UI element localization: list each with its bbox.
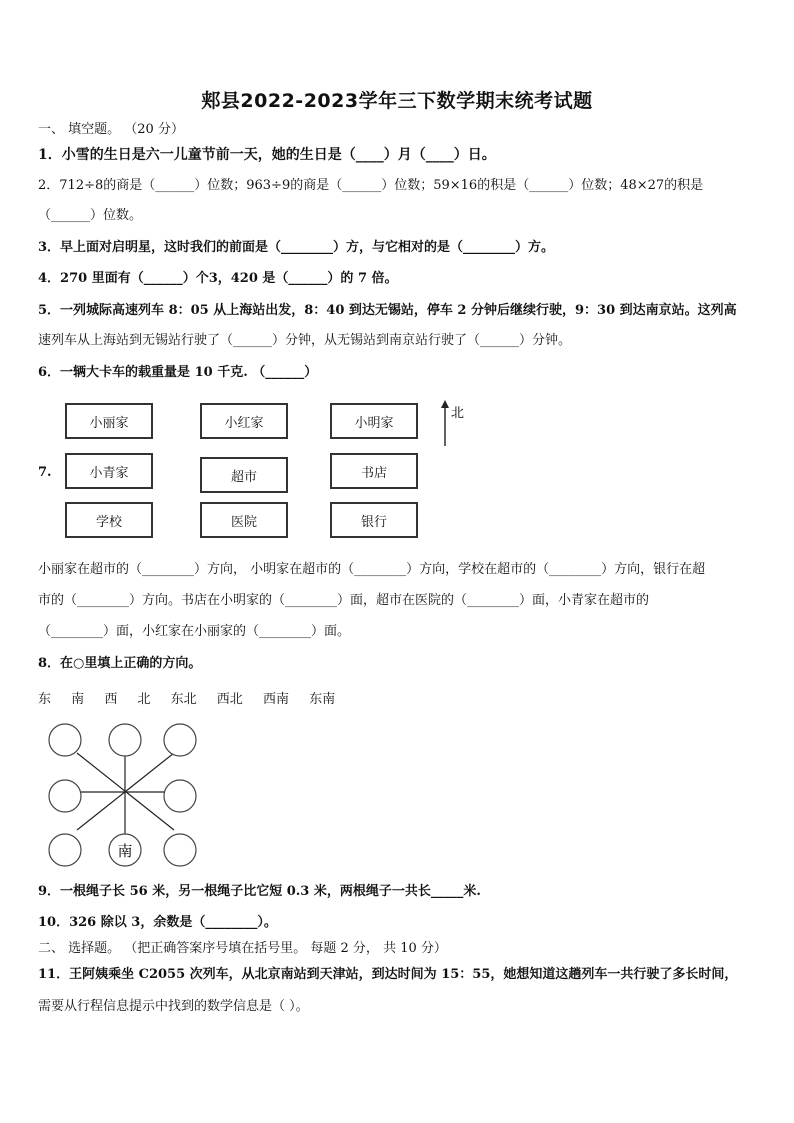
map-box-xiaohong: 小红家 [200, 403, 288, 439]
compass-circle-nw [49, 724, 81, 756]
question-11-line-1: 11．王阿姨乘坐 C2055 次列车，从北京南站到天津站，到达时间为 15：55，她想知道这趟列车一共行驶了多长时间， [38, 967, 738, 982]
question-7-number: 7. [38, 465, 52, 480]
direction-word: 东北 [170, 692, 197, 707]
question-7-line-3: （________）面，小红家在小丽家的（________）面。 [38, 624, 351, 639]
compass-circle-e [164, 780, 196, 812]
compass-south-label: 南 [117, 842, 133, 860]
compass-circle-sw [49, 834, 81, 866]
north-label: 北 [451, 406, 465, 421]
compass-circle-n [109, 724, 141, 756]
question-7-line-2: 市的（________）方向。书店在小明家的（________）面，超市在医院的（________）面，小青家在超市的 [38, 593, 650, 608]
map-box-xiaoli: 小丽家 [65, 403, 153, 439]
compass-circle-se [164, 834, 196, 866]
direction-word-list [38, 688, 351, 707]
direction-word: 东南 [309, 692, 336, 707]
compass-diagram [40, 718, 210, 868]
map-box-supermarket: 超市 [200, 457, 288, 493]
page-title: 郏县2022-2023学年三下数学期末统考试题 [201, 90, 593, 112]
map-box-xiaoqing: 小青家 [65, 453, 153, 489]
direction-word: 西南 [262, 692, 289, 707]
compass-circle-ne [164, 724, 196, 756]
map-box-xiaoming: 小明家 [330, 403, 418, 439]
direction-word: 西北 [216, 692, 243, 707]
question-2-line-1: 2．712÷8的商是（______）位数；963÷9的商是（______）位数；59×16的积是（______）位数；48×27的积是 [38, 178, 704, 193]
direction-word: 东 [38, 692, 52, 707]
map-box-school: 学校 [65, 502, 153, 538]
question-3: 3．早上面对启明星，这时我们的前面是（________）方，与它相对的是（________）方。 [38, 240, 555, 255]
compass-circle-w [49, 780, 81, 812]
question-9: 9．一根绳子长 56 米，另一根绳子比它短 0.3 米，两根绳子一共长_____米. [38, 884, 481, 899]
question-5-line-1: 5．一列城际高速列车 8：05 从上海站出发，8：40 到达无锡站，停车 2 分钟后继续行驶，9：30 到达南京站。这列高 [38, 303, 737, 318]
map-box-hospital: 医院 [200, 502, 288, 538]
question-5-line-2: 速列车从上海站到无锡站行驶了（______）分钟，从无锡站到南京站行驶了（______）分钟。 [38, 333, 572, 348]
question-2-line-2: （______）位数。 [38, 208, 143, 223]
question-8: 8．在○里填上正确的方向。 [38, 656, 202, 671]
question-6: 6．一辆大卡车的载重量是 10 千克. （______） [38, 365, 318, 380]
section-1-heading: 一、 填空题。 （20 分） [38, 122, 184, 137]
question-4: 4．270 里面有（______）个3，420 是（______）的 7 倍。 [38, 271, 398, 286]
direction-word: 西 [104, 692, 118, 707]
section-2-heading: 二、 选择题。 （把正确答案序号填在括号里。 每题 2 分， 共 10 分） [38, 941, 447, 956]
question-7-line-1: 小丽家在超市的（________）方向， 小明家在超市的（________）方向，学校在超市的（________）方向，银行在超 [38, 562, 706, 577]
north-arrow-icon [436, 400, 476, 448]
direction-word: 南 [71, 692, 85, 707]
map-box-bookstore: 书店 [330, 453, 418, 489]
question-1: 1．小雪的生日是六一儿童节前一天，她的生日是（____）月（____）日。 [38, 147, 496, 163]
map-box-bank: 银行 [330, 502, 418, 538]
direction-word: 北 [137, 692, 151, 707]
question-10: 10．326 除以 3，余数是（________）。 [38, 915, 277, 930]
question-11-line-2: 需要从行程信息提示中找到的数学信息是（ ）。 [38, 999, 309, 1014]
